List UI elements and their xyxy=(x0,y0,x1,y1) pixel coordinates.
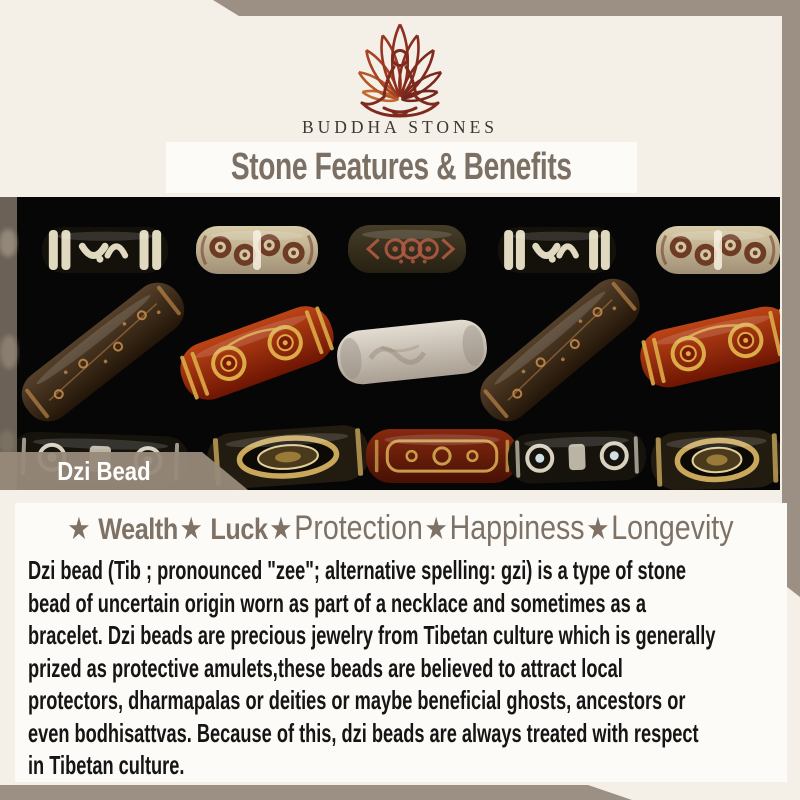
description-line: protectors, dharmapalas or deities or maybe beneficial ghosts, ancestors or xyxy=(28,685,686,715)
tiger-tooth-dzi-bead xyxy=(42,227,168,273)
star-icon: ★ xyxy=(424,510,449,546)
description-line: bead of uncertain origin worn as part of a necklace and sometimes as a xyxy=(28,587,646,618)
tiger-tooth-dzi-bead xyxy=(498,227,616,273)
beads-group xyxy=(10,225,799,490)
benefit-word: Protection xyxy=(294,508,424,547)
photo-left-edge-strip xyxy=(0,197,18,490)
star-icon: ★ xyxy=(179,510,204,546)
gold-oval-eye-dzi-bead xyxy=(650,429,784,490)
dark-eyed-dzi-bead xyxy=(348,225,466,273)
benefit-word: Wealth xyxy=(98,512,179,546)
eyed-tan-dzi-bead xyxy=(656,226,780,274)
description-line: in Tibetan culture. xyxy=(28,750,185,780)
heading-strip xyxy=(166,142,637,193)
benefit-word: Luck xyxy=(210,512,269,546)
description-line: bracelet. Dzi beads are precious jewelry from Tibetan culture which is generally xyxy=(28,620,716,650)
star-icon: ★ xyxy=(586,510,610,546)
description-paragraph xyxy=(28,554,788,782)
image-label xyxy=(0,452,208,490)
benefit-word: Longevity xyxy=(611,508,734,547)
description-line: even bodhisattvas. Because of this, dzi beads are always treated with respect xyxy=(28,717,699,748)
star-icon: ★ xyxy=(269,510,294,546)
image-label-text: Dzi Bead xyxy=(57,455,151,486)
benefit-word: Happiness xyxy=(450,508,585,547)
bottom-ribbon xyxy=(0,785,632,800)
description-line: prized as protective amulets,these beads are believed to attract local xyxy=(28,652,623,683)
dzi-bead-photo-collage xyxy=(0,197,800,490)
eyed-tan-dzi-bead xyxy=(196,226,318,274)
black-silver-eye-dzi-bead xyxy=(507,430,647,485)
lotus-meditation-icon xyxy=(300,16,500,118)
red-gold-line-dzi-bead xyxy=(366,429,518,483)
benefits-row xyxy=(0,507,800,549)
brand-name: BUDDHA STONES xyxy=(301,117,499,137)
star-icon: ★ xyxy=(67,510,92,546)
top-ribbon xyxy=(0,0,800,16)
benefits-line xyxy=(66,509,734,548)
page-title: Stone Features & Benefits xyxy=(231,146,572,188)
description-line: Dzi bead (Tib ; pronounced "zee"; alternative spelling: gzi) is a type of stone xyxy=(28,555,687,585)
